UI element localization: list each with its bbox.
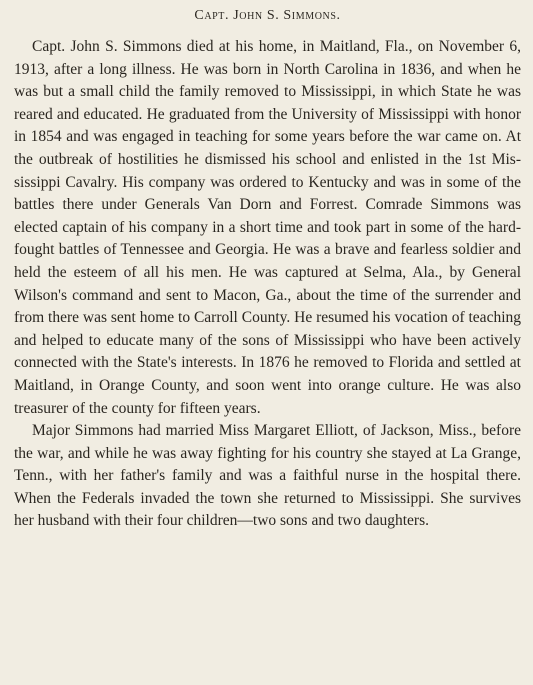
article-title: Capt. John S. Simmons. (194, 8, 341, 23)
article-paragraph-1: Capt. John S. Simmons died at his home, in Maitland, Fla., on November 6, 1913, after a long illness. He was born in North Carolina in 1836, and when he was but a small child the family removed to Mississippi, in which State he was reared and educated. He graduated from the University of Mississippi with honor in 1854 and was engaged in teaching for some years before the war came on. At the outbreak of hostilities he dismissed his school and enlisted in the 1st Mississippi Cavalry. His company was ordered to Kentucky and was in some of the battles there under Generals Van Dorn and Forrest. Comrade Simmons was elected captain of his company in a short time and took part in some of the hard-fought battles of Tennessee and Georgia. He was a brave and fearless soldier and held the esteem of all his men. He was captured at Selma, Ala., by General Wilson's command and sent to Macon, Ga., about the time of the surrender and from there was sent home to Carroll County. He resumed his vocation of teaching and helped to educate many of the sons of Mississippi who have been actively connected with the State's interests. In 1876 he removed to Florida and settled at Maitland, in Orange County, and soon went into orange culture. He was also treasurer of the county for fifteen years. (14, 38, 521, 417)
article-paragraph-2: Major Simmons had married Miss Margaret Elliott, of Jackson, Miss., before the war, and while he was away fighting for his country she stayed at La Grange, Tenn., with her father's family and was a faithful nurse in the hospital there. When the Federals invaded the town she returned to Mississippi. She survives her husband with their four children—two sons and two daughters. (14, 422, 521, 530)
